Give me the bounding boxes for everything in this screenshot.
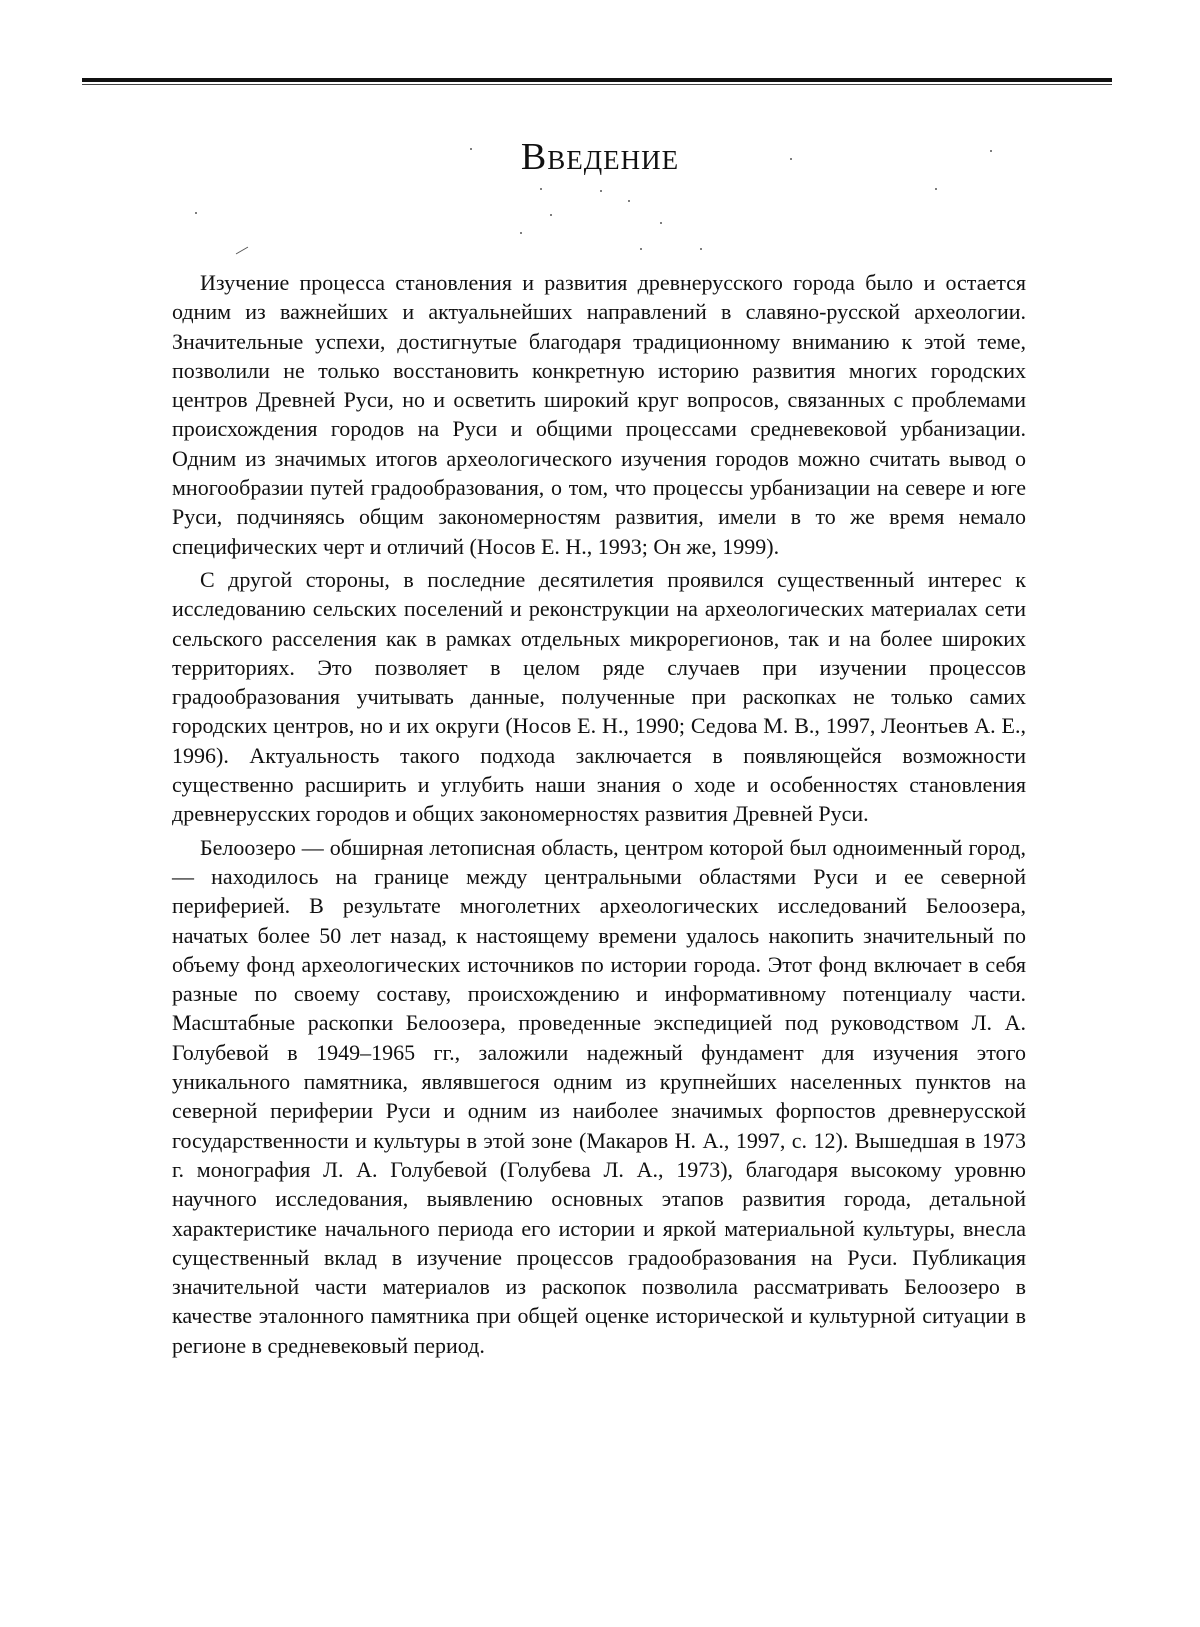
- scan-speckle: [935, 188, 937, 190]
- scan-speckle: [600, 190, 602, 192]
- scan-speckle: [550, 214, 552, 216]
- scan-speckle: [790, 158, 792, 160]
- scan-speckle: [640, 248, 642, 250]
- scan-speckle: [700, 248, 702, 250]
- scan-speckle: [660, 222, 662, 224]
- scan-speckle: [990, 150, 992, 152]
- header-rule-thin: [82, 84, 1112, 85]
- scan-speckle: [470, 148, 472, 150]
- chapter-title: Введение: [520, 136, 680, 179]
- scan-speckle: [236, 247, 249, 255]
- header-rule: [82, 78, 1112, 82]
- body-text: [172, 268, 1026, 1364]
- scan-speckle: [520, 232, 522, 234]
- scan-speckle: [195, 212, 197, 214]
- paragraph: С другой стороны, в последние десятилетия проявился существенный интерес к исследованию сельских поселений и реконструкции на археологических материалах сети сельского расселения как в рамках отдельных микрорегионов, так и на более широких территориях. Это позволяет в целом ряде случаев при изучении процессов градообразования учитывать данные, полученные при раскопках не только самих городских центров, но и их округи (Носов Е. Н., 1990; Седова М. В., 1997, Леонтьев А. Е., 1996). Актуальность такого подхода заключается в появляющейся возможности существенно расширить и углубить наши знания о ходе и особенностях становления древнерусских городов и общих закономерностях развития Древней Руси.: [172, 566, 1026, 827]
- scan-speckle: [628, 200, 630, 202]
- paragraph: Белоозеро — обширная летописная область, центром которой был одноименный город, — находилось на границе между центральными областями Руси и ее северной периферией. В результате многолетних археологических исследований Белоозера, начатых более 50 лет назад, к настоящему времени удалось накопить значительный по объему фонд археологических источников по истории города. Этот фонд включает в себя разные по своему составу, происхождению и информативному потенциалу части. Масштабные раскопки Белоозера, проведенные экспедицией под руководством Л. А. Голубевой в 1949–1965 гг., заложили надежный фундамент для изучения этого уникального памятника, являвшегося одним из крупнейших населенных пунктов на северной периферии Руси и одним из наиболее значимых форпостов древнерусской государственности и культуры в этой зоне (Макаров Н. А., 1997, с. 12). Вышедшая в 1973 г. монография Л. А. Голубевой (Голубева Л. А., 1973), благодаря высокому уровню научного исследования, выявлению основных этапов развития города, детальной характеристике начального периода его истории и яркой материальной культуры, внесла существенный вклад в изучение процессов градообразования на Руси. Публикация значительной части материалов из раскопок позволила рассматривать Белоозеро в качестве эталонного памятника при общей оценке исторической и культурной ситуации в регионе в средневековый период.: [172, 834, 1026, 1358]
- paragraph: Изучение процесса становления и развития древнерусского города было и остается одним из важнейших и актуальнейших направлений в славяно-русской археологии. Значительные успехи, достигнутые благодаря традиционному вниманию к этой теме, позволили не только восстановить конкретную историю развития многих городских центров Древней Руси, но и осветить широкий круг вопросов, связанных с проблемами происхождения городов на Руси и общими процессами средневековой урбанизации. Одним из значимых итогов археологического изучения городов можно считать вывод о многообразии путей градообразования, о том, что процессы урбанизации на севере и юге Руси, подчиняясь общим закономерностям развития, имели в то же время немало специфических черт и отличий (Носов Е. Н., 1993; Он же, 1999).: [172, 270, 1026, 559]
- scan-speckle: [540, 188, 542, 190]
